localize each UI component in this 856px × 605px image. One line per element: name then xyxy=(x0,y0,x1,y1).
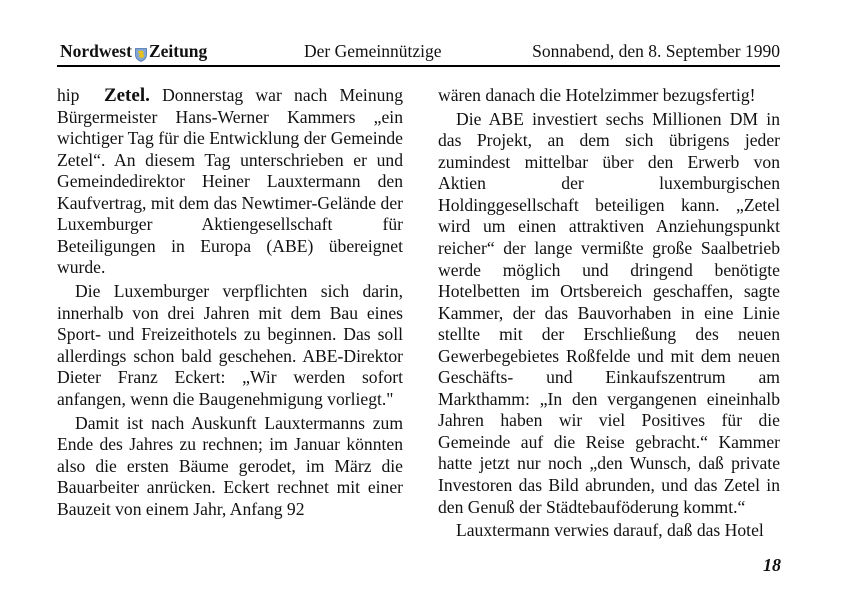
masthead-right: Zeitung xyxy=(148,41,208,61)
issue-date: Sonnabend, den 8. September 1990 xyxy=(532,41,780,61)
article-paragraph xyxy=(57,85,403,279)
article-paragraph: Lauxtermann verwies darauf, daß das Hotel xyxy=(456,520,764,541)
place-dateline: Zetel. xyxy=(103,85,150,106)
masthead-left: Nordwest xyxy=(60,41,132,61)
paragraph-text: Donnerstag war nach Meinung Bürgermeister Hans-Werner Kammers „ein wichtiger Tag für die Entwicklung der Gemeinde Zetel“. An diesem Tag unterschrieben er und Gemeindedirektor Heiner Lauxtermann den Kaufvertrag, mit dem das Newtimer-Gelände der Luxemburger Aktiengesellschaft für Beteiligungen in Europa (ABE) übereignet wurde. xyxy=(57,85,404,278)
author-dateline: hip xyxy=(57,85,80,105)
page-number: 18 xyxy=(763,555,781,575)
page-header xyxy=(57,41,780,67)
article-paragraph: Die ABE investiert sechs Millionen DM in das Projekt, an dem sich übrigens jeder zumindest mittelbar über den Erwerb von Aktien der luxemburgischen Holdinggesellschaft beteiligen kann. „Zetel wird um einen attraktiven Anziehungspunkt reicher“ der lange vermißte große Saalbetrieb werde möglich und dringend benötigte Hotelbetten im Ortsbereich geschaffen, sagte Kammer, der das Bauvorhaben in eine Linie stellte mit der Erschließung des neuen Gewerbegebietes Roßfelde und mit dem neuen Geschäfts- und Einkaufszentrum am Markthamm: „In den vergangenen eineinhalb Jahren haben wir viel Positives für die Gemeinde auf die Reise gebracht.“ Kammer hatte jetzt nur noch „den Wunsch, daß private Investoren das Bild abrunden, und das Zetel in den Genuß der Städtebauföderung kommt.“ xyxy=(438,108,780,517)
article-paragraph: Damit ist nach Auskunft Lauxtermanns zum Ende des Jahres zu rechnen; im Januar könnten also die ersten Bäume gerodet, im März die Bauarbeiter anrücken. Eckert rechnet mit einer Bauzeit von einem Jahr, Anfang 92 xyxy=(57,412,403,519)
article-paragraph: wären danach die Hotelzimmer bezugsfertig! xyxy=(438,85,756,105)
newspaper-masthead xyxy=(60,41,207,62)
coat-of-arms-icon xyxy=(135,46,147,60)
section-title: Der Gemeinnützige xyxy=(304,41,442,61)
article-column-left xyxy=(57,85,403,523)
article-column-right xyxy=(438,85,780,544)
article-paragraph: Die Luxemburger verpflichten sich darin, innerhalb von drei Jahren mit dem Bau eines Sport- und Freizeithotels zu beginnen. Das soll allerdings schon bald geschehen. ABE-Direktor Dieter Franz Eckert: „Wir werden sofort anfangen, wenn die Baugenehmigung vorliegt." xyxy=(57,281,403,409)
